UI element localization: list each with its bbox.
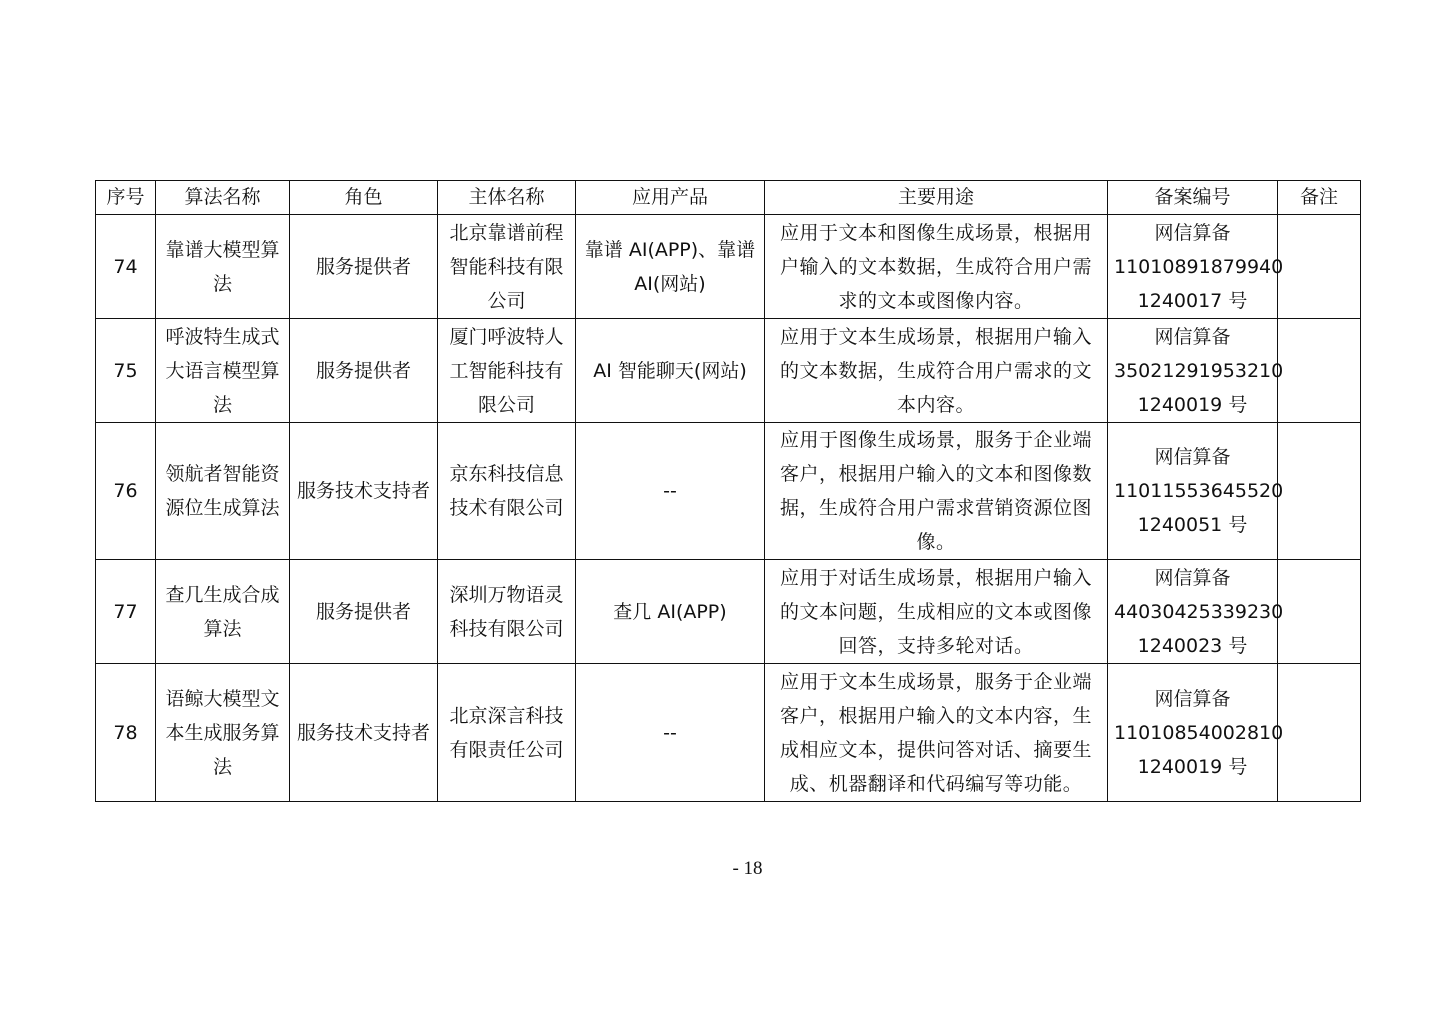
algorithm-registry-table [95,180,1361,802]
cell-no: 77 [96,560,156,664]
header-entity: 主体名称 [438,181,576,215]
cell-no: 76 [96,423,156,560]
header-usage: 主要用途 [765,181,1108,215]
cell-remark [1278,664,1361,802]
cell-record [1108,215,1284,319]
cell-algorithm: 语鲸大模型文本生成服务算法 [156,664,290,802]
cell-entity: 北京靠谱前程智能科技有限公司 [438,215,576,319]
record-prefix: 网信算备 [1154,325,1231,348]
cell-role: 服务技术支持者 [290,664,438,802]
record-line1: 11010854002810 [1114,721,1284,744]
cell-role: 服务提供者 [290,215,438,319]
cell-remark [1278,215,1361,319]
cell-entity: 京东科技信息技术有限公司 [438,423,576,560]
cell-product: -- [576,423,765,560]
cell-record [1108,319,1284,423]
cell-record [1108,423,1284,560]
record-line1: 44030425339230 [1114,600,1284,623]
header-algorithm: 算法名称 [156,181,290,215]
header-remark: 备注 [1278,181,1361,215]
table-row [96,319,1361,423]
header-record: 备案编号 [1108,181,1278,215]
cell-entity: 北京深言科技有限责任公司 [438,664,576,802]
cell-usage: 应用于文本和图像生成场景，根据用户输入的文本数据，生成符合用户需求的文本或图像内容。 [765,215,1108,319]
record-prefix: 网信算备 [1154,566,1231,589]
cell-product: 靠谱 AI(APP)、靠谱 AI(网站) [576,215,765,319]
cell-product: AI 智能聊天(网站) [576,319,765,423]
record-line2: 1240023 号 [1137,634,1248,657]
cell-remark [1278,560,1361,664]
table-header-row [96,181,1361,215]
header-product: 应用产品 [576,181,765,215]
cell-no: 78 [96,664,156,802]
cell-usage: 应用于图像生成场景，服务于企业端客户，根据用户输入的文本和图像数据，生成符合用户需求营销资源位图像。 [765,423,1108,560]
record-line1: 35021291953210 [1114,359,1284,382]
cell-usage: 应用于文本生成场景，根据用户输入的文本数据，生成符合用户需求的文本内容。 [765,319,1108,423]
cell-role: 服务技术支持者 [290,423,438,560]
record-prefix: 网信算备 [1154,221,1231,244]
table-row [96,560,1361,664]
record-line1: 11010891879940 [1114,255,1284,278]
header-no: 序号 [96,181,156,215]
cell-product: 查几 AI(APP) [576,560,765,664]
record-line2: 1240019 号 [1137,755,1248,778]
table-row [96,423,1361,560]
cell-role: 服务提供者 [290,319,438,423]
record-line2: 1240019 号 [1137,393,1248,416]
cell-no: 74 [96,215,156,319]
cell-usage: 应用于文本生成场景，服务于企业端客户，根据用户输入的文本内容，生成相应文本，提供问答对话、摘要生成、机器翻译和代码编写等功能。 [765,664,1108,802]
cell-remark [1278,319,1361,423]
record-prefix: 网信算备 [1154,687,1231,710]
cell-algorithm: 查几生成合成算法 [156,560,290,664]
cell-algorithm: 呼波特生成式大语言模型算法 [156,319,290,423]
cell-role: 服务提供者 [290,560,438,664]
table-row [96,664,1361,802]
record-line1: 11011553645520 [1114,480,1284,502]
cell-usage: 应用于对话生成场景，根据用户输入的文本问题，生成相应的文本或图像回答，支持多轮对话。 [765,560,1108,664]
cell-remark [1278,423,1361,560]
record-prefix: 网信算备 [1154,446,1231,468]
page-number: - 18 [732,858,763,879]
cell-record [1108,664,1284,802]
cell-product: -- [576,664,765,802]
record-line2: 1240051 号 [1137,514,1248,536]
cell-entity: 厦门呼波特人工智能科技有限公司 [438,319,576,423]
table-row [96,215,1361,319]
cell-record [1108,560,1284,664]
record-line2: 1240017 号 [1137,289,1248,312]
algorithm-name: 靠谱大模型算法 [165,238,280,295]
cell-algorithm: 领航者智能资源位生成算法 [156,423,290,560]
header-role: 角色 [290,181,438,215]
cell-algorithm [156,215,290,319]
cell-no: 75 [96,319,156,423]
cell-entity: 深圳万物语灵科技有限公司 [438,560,576,664]
